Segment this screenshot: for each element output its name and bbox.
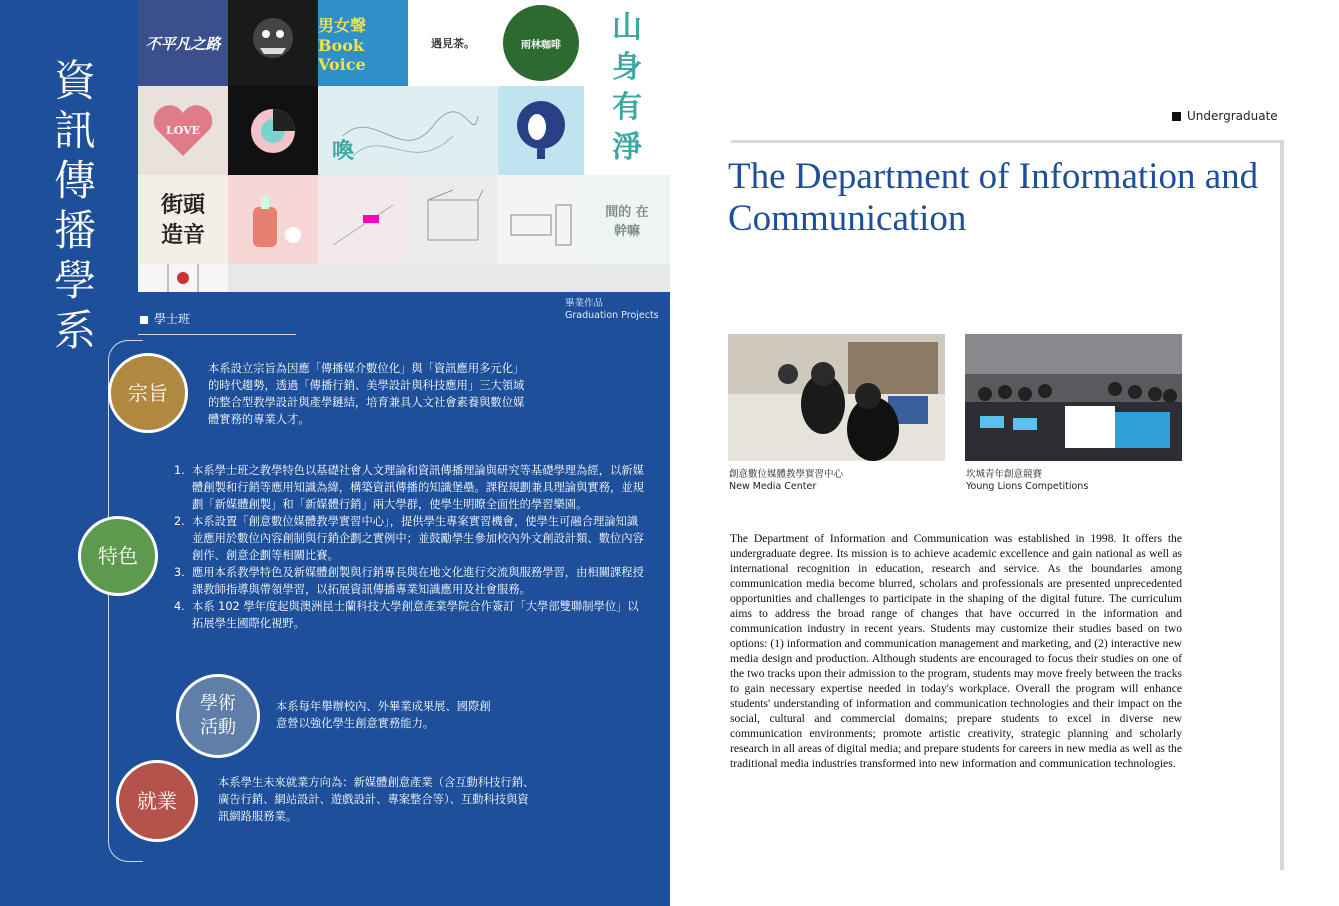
gallery-tile: 間的 在幹嘛 (584, 175, 670, 264)
careers-badge (116, 760, 198, 842)
list-item: 4. 本系 102 學年度起與澳洲昆士蘭科技大學創意產業學院合作簽訂「大學部雙聯制學位」以拓展學生國際化視野。 (174, 600, 639, 630)
photo-caption-en: Young Lions Competitions (966, 481, 1089, 492)
list-item: 2. 本系設置「創意數位媒體教學實習中心」，提供學生專案實習機會，使學生可融合理論知識並應用於數位內容創制與行銷企劃之實例中；並鼓勵學生參加校內外文創設計類、數位內容創作、創意企劃等相關比賽。 (174, 515, 644, 562)
careers-text: 本系學生未來就業方向為：新媒體創意產業（含互動科技行銷、廣告行銷、網站設計、遊戲設計、專案整合等）、互動科技與資訊網路服務業。 (218, 776, 535, 823)
photo-caption-zh: 創意數位媒體教學實習中心 (729, 469, 844, 480)
features-list (174, 462, 644, 632)
page-title: The Department of Information and Communication (728, 156, 1259, 239)
list-item: 3. 應用本系教學特色及新媒體創製與行銷專長與在地文化進行交流與服務學習，由相關課程授課教師指導與帶領學習，以拓展資訊傳播專業知識應用及社會服務。 (174, 566, 644, 596)
section-heading: 學士班 (140, 310, 190, 327)
photo-young-lions (965, 334, 1182, 461)
gallery-tile (228, 86, 318, 175)
gallery-tile: 雨林咖啡 (498, 0, 584, 86)
program-tag: Undergraduate (1172, 109, 1278, 123)
purpose-badge (108, 353, 188, 433)
gallery-tile (228, 0, 318, 86)
careers-label: 就業 (137, 789, 177, 813)
gallery-tile: 遇見茶。 (408, 0, 498, 86)
section-divider (138, 334, 296, 335)
gallery-tile: 喚 (318, 86, 498, 175)
gallery-caption-en: Graduation Projects (565, 310, 659, 321)
gallery-tile (408, 175, 498, 264)
features-label: 特色 (98, 544, 138, 568)
activities-text: 本系每年舉辦校內、外畢業成果展、國際創意營以強化學生創意實務能力。 (276, 700, 491, 730)
gallery-tile: LOVE (138, 86, 228, 175)
activities-label-line1: 學術 (200, 693, 236, 714)
purpose-text: 本系設立宗旨為因應「傳播媒介數位化」與「資訊應用多元化」的時代趨勢，透過「傳播行銷、美學設計與科技應用」三大領域的整合型教學設計與產學鏈結，培育兼具人文社會素養與數位媒體實務的專業人才。 (208, 362, 525, 426)
gallery-tile (228, 175, 318, 264)
photo-new-media-center (728, 334, 945, 461)
vertical-title: 資訊傳播學系 (53, 56, 96, 355)
frame-right-bar (1280, 140, 1284, 870)
activities-badge (176, 674, 260, 758)
gallery-tile (138, 264, 228, 292)
department-description: The Department of Information and Communication was established in 1998. It offers the undergraduate degree. Its mission is to achieve academic excellence and gain national as well as international recognition in education, research and service. As the boundaries among communication media become blurred, scholars and professionals are presented unprecedented opportunities and challenges to participate in the shaping of the digital future. The curriculum aims to address the broad range of changes that have occurred in the information and communication industry in recent years. Students may customize their studies based on two options: (1) information and communication management and marketing, and (2) interactive new media design and production. Although students are encouraged to focus their studies on one of the two tracks upon their admission to the program, students may move freely between the tracks to gain necessary expertise needed in today's workplace. Overall the program will enhance students' understanding of information and communication technologies and their impact on the social, cultural and commercial domains; prepare students to excel in diverse new communication environments; promote artistic creativity, strategic planning and scholarly research in all areas of digital media; and prepare students for careers in new media as well as the traditional media industries transformed into new information and communication technologies. (730, 532, 1182, 770)
photo-caption-1 (729, 469, 843, 493)
gallery-tile: 山身有淨 (584, 0, 670, 175)
photo-caption-2 (966, 469, 1088, 493)
gallery-caption-zh: 畢業作品 (565, 298, 604, 309)
purpose-label: 宗旨 (128, 381, 168, 405)
gallery-tile: 街頭造音 (138, 175, 228, 264)
list-item: 1. 本系學士班之教學特色以基礎社會人文理論和資訊傳播理論與研究等基礎學理為經，以新媒體創製和行銷等應用知識為緯，構築資訊傳播的知識堡壘。課程規劃兼具理論與實務，並規劃「新媒體創製」和「新媒體行銷」兩大學群，使學生明瞭全面性的學習樂園。 (174, 464, 644, 511)
features-badge (78, 516, 158, 596)
gallery-caption (565, 298, 659, 322)
activities-label-line2: 活動 (200, 717, 236, 738)
gallery-tile (498, 86, 584, 175)
photo-caption-en: New Media Center (729, 481, 817, 492)
photo-caption-zh: 坎城青年創意競賽 (966, 469, 1043, 480)
gallery-tile: 不平凡之路 (138, 0, 228, 86)
gallery-tile (498, 175, 584, 264)
gallery-tile (318, 175, 408, 264)
gallery-tile: 男女聲 Book Voice (318, 0, 408, 86)
frame-top-bar (731, 140, 1283, 143)
graduation-projects-gallery (138, 0, 670, 292)
